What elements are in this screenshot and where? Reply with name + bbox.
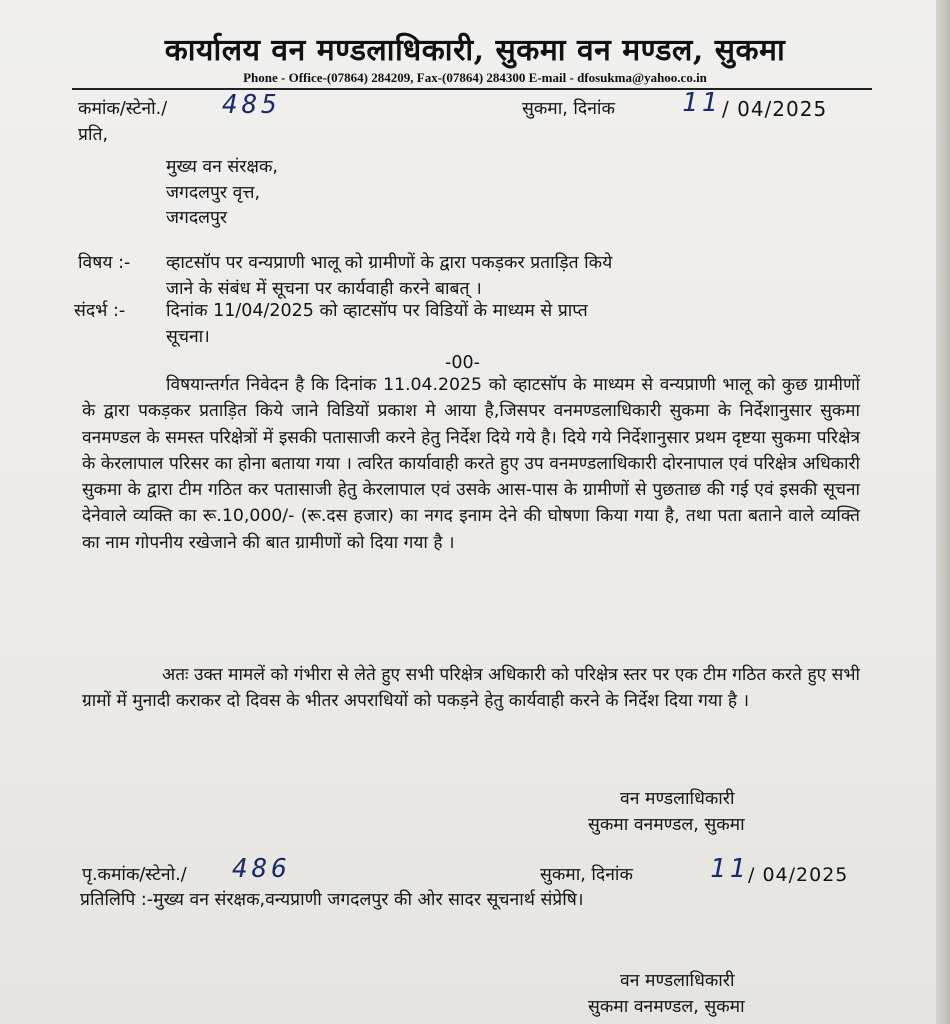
page-edge-shadow	[936, 0, 950, 1024]
endorsement-month-year: / 04/2025	[748, 864, 849, 886]
office-title: कार्यालय वन मण्डलाधिकारी, सुकमा वन मण्डल, सुकमा	[164, 33, 786, 68]
subject-line: जाने के संबंध में सूचना पर कार्यवाही करने बाबत् ।	[166, 279, 482, 299]
reference-line: सूचना।	[166, 327, 210, 347]
contact-line: Phone - Office-(07864) 284209, Fax-(07864) 284300 E-mail - dfosukma@yahoo.co.in	[243, 70, 707, 85]
reference-line: दिनांक 11/04/2025 को व्हाटसॉप पर विडियों के माध्यम से प्राप्त	[166, 301, 588, 321]
recipient-line: जगदलपुर वृत्त,	[166, 183, 261, 203]
signature-title: वन मण्डलाधिकारी	[620, 971, 735, 991]
signature-title: वन मण्डलाधिकारी	[620, 789, 735, 809]
recipient-line: जगदलपुर	[166, 208, 228, 228]
separator-mark: -00-	[445, 353, 480, 373]
ref-month-year: / 04/2025	[722, 97, 828, 121]
reference-label: संदर्भ :-	[74, 301, 126, 321]
signature-office: सुकमा वनमण्डल, सुकमा	[588, 815, 745, 835]
recipient-line: मुख्य वन संरक्षक,	[166, 157, 278, 177]
signature-office: सुकमा वनमण्डल, सुकमा	[588, 997, 745, 1017]
endorsement-place-date-label: सुकमा, दिनांक	[540, 865, 633, 885]
body-paragraph-1: विषयान्तर्गत निवेदन है कि दिनांक 11.04.2025 को व्हाटसॉप के माध्यम से वन्यप्राणी भालू को कुछ ग्रामीणों के द्वारा पकड़कर प्रताड़ित किये जाने विडियों प्रकाश मे आया है,जिसपर वनमण्डलाधिकारी सुकमा के निर्देशानुसार सुकमा वनमण्डल के समस्त परिक्षेत्रों में इसकी पतासाजी करने हेतु निर्देश दिये गये है। दिये गये निर्देशानुसार प्रथम दृष्टया सुकमा परिक्षेत्र के केरलापाल परिसर का होना बताया गया । त्वरित कार्यावाही करते हुए उप वनमण्डलाधिकारी दोरनापाल एवं परिक्षेत्र अधिकारी सुकमा के द्वारा टीम गठित कर पतासाजी हेतु केरलापाल एवं उसके आस-पास के ग्रामीणों से पुछताछ की गई एवं इसकी सूचना देनेवाले व्यक्ति का रू.10,000/- (रू.दस हजार) का नगद इनाम देने की घोषणा किया गया है, तथा पता बताने वाले व्यक्ति का नाम गोपनीय रखेजाने की बात ग्रामीणों को दिया गया है ।	[82, 375, 860, 553]
recipient-prefix: प्रति,	[78, 125, 109, 145]
subject-label: विषय :-	[78, 253, 131, 273]
ref-place-date-label: सुकमा, दिनांक	[522, 99, 615, 119]
endorsement-number-handwritten: 486	[232, 854, 291, 884]
body-paragraph-2: अतः उक्त मामलें को गंभीरा से लेते हुए सभी परिक्षेत्र अधिकारी को परिक्षेत्र स्तर पर एक टीम गठित करते हुए सभी ग्रामों में मुनादी कराकर दो दिवस के भीतर अपराधियों को पकड़ने हेतु कार्यवाही करने के निर्देश दिया गया है ।	[82, 665, 860, 712]
header-rule	[72, 88, 872, 90]
copy-to-line: प्रतिलिपि :-मुख्य वन संरक्षक,वन्यप्राणी जगदलपुर की ओर सादर सूचनार्थ संप्रेषि।	[80, 890, 584, 910]
ref-day-handwritten: 11	[682, 88, 722, 118]
endorsement-label: पृ.कमांक/स्टेनो./	[82, 865, 187, 885]
ref-number-handwritten: 485	[222, 90, 281, 120]
ref-label: कमांक/स्टेनो./	[78, 99, 168, 119]
subject-line: व्हाटसॉप पर वन्यप्राणी भालू को ग्रामीणों के द्वारा पकड़कर प्रताड़ित किये	[166, 253, 613, 273]
endorsement-day-handwritten: 11	[710, 854, 750, 884]
